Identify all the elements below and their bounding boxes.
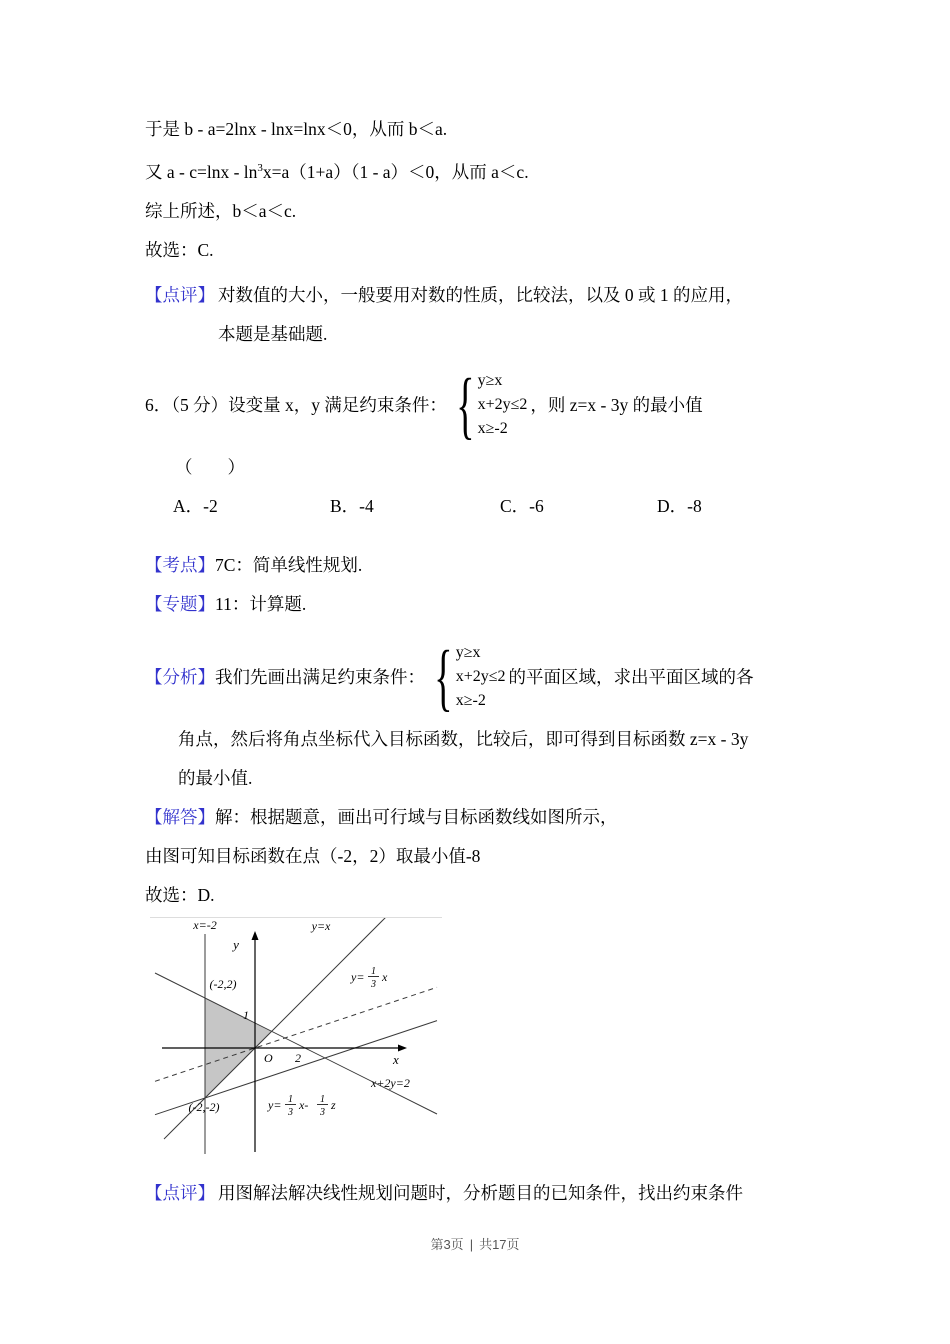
label-vertex-top: (-2,2) xyxy=(209,976,237,991)
obj2-suffix: z xyxy=(331,1097,336,1112)
constraint-3: x≥-2 xyxy=(455,691,486,709)
solution-line-3: 综上所述，b＜a＜c. xyxy=(145,200,297,221)
constraint-2: x+2y≤2 xyxy=(455,667,506,685)
zhuanti-label: 【专题】 xyxy=(145,593,215,614)
y-axis-arrow xyxy=(252,931,259,940)
constraint-system xyxy=(450,362,528,447)
comment-block-6 xyxy=(145,1174,817,1213)
question-stem-prefix: 6．（5 分）设变量 x，y 满足约束条件： xyxy=(145,395,447,416)
zhuanti-line xyxy=(145,585,817,624)
constraint-lines xyxy=(478,369,528,441)
line-x-plus-2y-equals-2 xyxy=(155,973,437,1114)
obj1-frac-den: 3 xyxy=(371,978,376,990)
analysis-line-2: 角点，然后将角点坐标代入目标函数，比较后，即可得到目标函数 z=x - 3y xyxy=(178,728,749,749)
obj1-prefix: y= xyxy=(351,969,365,984)
obj2-frac2-den: 3 xyxy=(320,1106,325,1118)
constraint-2: x+2y≤2 xyxy=(477,395,528,413)
constraint-system-analysis xyxy=(428,634,506,719)
analysis-block xyxy=(145,634,817,720)
comment-text: 用图解法解决线性规划问题时，分析题目的已知条件，找出约束条件 xyxy=(218,1182,743,1203)
solution-line-2-part1: 又 a - c=lnx - ln xyxy=(145,161,258,182)
x-axis-arrow xyxy=(398,1044,407,1051)
obj2-frac1-den: 3 xyxy=(288,1106,293,1118)
obj1-frac-num: 1 xyxy=(371,965,376,977)
feasibility-graph xyxy=(150,917,442,1160)
question-stem-suffix: ，则 z=x - 3y 的最小值 xyxy=(530,395,703,416)
origin-label: O xyxy=(264,1050,273,1065)
page-footer xyxy=(0,1234,950,1253)
solution-line-1: 于是 b - a=2lnx - lnx=lnx＜0，从而 b＜a. xyxy=(145,119,448,139)
analysis-text-before: 我们先画出满足约束条件： xyxy=(215,667,425,688)
jieda-text: 解：根据题意，画出可行域与目标函数线如图所示， xyxy=(215,806,618,827)
comment-label: 【点评】 xyxy=(145,284,215,305)
analysis-line-3: 的最小值. xyxy=(178,767,253,788)
jieda-label: 【解答】 xyxy=(145,806,215,827)
obj2-frac2-num: 1 xyxy=(320,1093,325,1105)
answer-paren: （ ） xyxy=(175,456,245,477)
kaodian-line xyxy=(145,546,817,585)
constraint-3: x≥-2 xyxy=(477,419,508,437)
label-objective-function xyxy=(267,1094,336,1118)
zhuanti-text: 11：计算题. xyxy=(215,593,307,614)
option-a: A．-2 xyxy=(173,495,218,516)
left-brace: { xyxy=(434,634,453,719)
constraint-1: y≥x xyxy=(455,643,481,661)
footer-total-pages: 共17页 xyxy=(479,1237,520,1252)
label-vertex-bottom: (-2,-2) xyxy=(188,1099,220,1114)
answer-options xyxy=(145,487,817,526)
solution-line-2-part2: x=a（1+a）（1 - a）＜0，从而 a＜c. xyxy=(262,161,529,182)
comment-label: 【点评】 xyxy=(145,1182,215,1203)
kaodian-text: 7C：简单线性规划. xyxy=(215,554,363,575)
left-brace: { xyxy=(456,362,475,447)
x-axis-label: x xyxy=(393,1051,399,1067)
question-6-stem xyxy=(145,362,817,448)
answer-line-c: 故选：C. xyxy=(145,239,214,260)
label-x-plus-2y: x+2y=2 xyxy=(371,1075,410,1090)
comment-text-line-1: 对数值的大小，一般要用对数的性质，比较法，以及 0 或 1 的应用， xyxy=(218,284,743,305)
jieda-line-2: 由图可知目标函数在点（-2，2）取最小值-8 xyxy=(145,845,481,866)
obj2-mid: x- xyxy=(299,1097,309,1112)
label-y-equals-one-third-x xyxy=(350,966,388,990)
obj2-frac1-num: 1 xyxy=(288,1093,293,1105)
option-b: B．-4 xyxy=(330,495,374,516)
obj2-prefix: y= xyxy=(268,1097,282,1112)
footer-separator: | xyxy=(469,1237,474,1252)
comment-block-5 xyxy=(145,276,817,354)
constraint-lines xyxy=(456,641,506,713)
tick-label-one: 1 xyxy=(243,1007,249,1022)
label-y-equals-x: y=x xyxy=(311,918,331,933)
y-axis-label: y xyxy=(233,936,239,952)
tick-label-two: 2 xyxy=(295,1050,301,1065)
obj1-suffix: x xyxy=(382,969,388,984)
answer-line-d: 故选：D. xyxy=(145,884,215,905)
label-x-boundary: x=-2 xyxy=(193,917,217,932)
analysis-label: 【分析】 xyxy=(145,667,215,688)
superscript-3: 3 xyxy=(257,162,263,174)
kaodian-label: 【考点】 xyxy=(145,554,215,575)
jieda-line xyxy=(145,798,817,837)
constraint-1: y≥x xyxy=(477,371,503,389)
solution-line-2 xyxy=(145,149,817,192)
footer-page-number: 第3页 xyxy=(430,1237,464,1252)
analysis-text-after: 的平面区域，求出平面区域的各 xyxy=(508,667,754,688)
page-content xyxy=(145,0,817,1213)
option-c: C．-6 xyxy=(500,495,544,516)
option-d: D．-8 xyxy=(657,495,702,516)
comment-text-line-2: 本题是基础题. xyxy=(218,323,328,344)
